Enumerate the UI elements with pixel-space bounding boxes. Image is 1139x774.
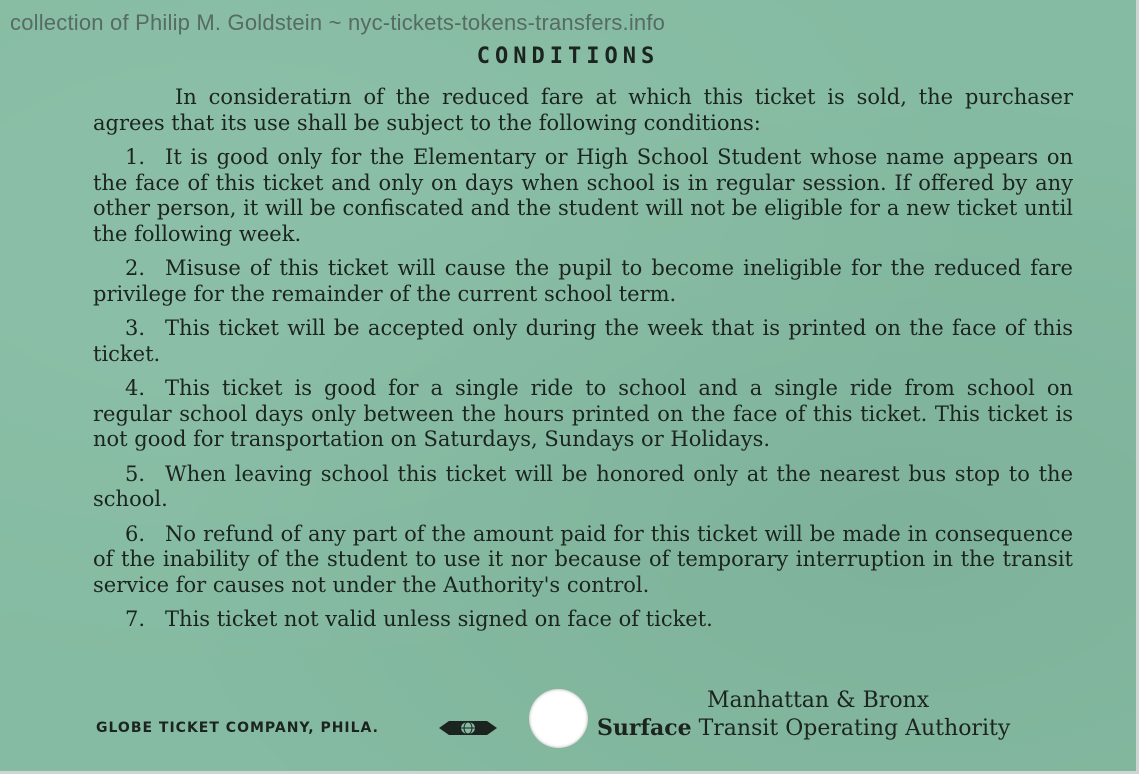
intro-paragraph: In consideratiᴊn of the reduced fare at which this ticket is sold, the purchaser agrees that its use shall be subject to the following conditions: [93, 85, 1073, 135]
condition-text: This ticket not valid unless signed on face of ticket. [165, 607, 713, 631]
condition-text: Misuse of this ticket will cause the pupil to become ineligible for the reduced fare privilege for the remainder of the current school term. [93, 256, 1073, 306]
condition-3 [93, 316, 1073, 367]
condition-4 [93, 376, 1073, 453]
condition-text: No refund of any part of the amount paid for this ticket will be made in consequence of the inability of the student to use it nor because of temporary interruption in the transit service for causes not under the Authority's control. [93, 521, 1073, 597]
condition-text: This ticket will be accepted only during the week that is printed on the face of this ticket. [93, 316, 1073, 366]
punch-hole [529, 689, 588, 748]
authority-line-1: Manhattan & Bronx [707, 688, 930, 713]
authority-surface-word: Surface [597, 715, 692, 741]
condition-number: 4. [125, 376, 146, 400]
condition-text: It is good only for the Elementary or High School Student whose name appears on the face of this ticket and only on days when school is in regular session. If offered by any other person, it will be confiscated and the student will not be eligible for a new ticket until the following week. [93, 145, 1073, 246]
condition-5 [93, 462, 1073, 513]
authority-name: Transit Operating Authority [698, 716, 1011, 741]
condition-text: This ticket is good for a single ride to school and a single ride from school on regular school days only between the hours printed on the face of this ticket. This ticket is not good for transportation on Saturdays, Sundays or Holidays. [93, 376, 1073, 451]
condition-1 [93, 145, 1073, 247]
condition-6 [93, 522, 1073, 599]
authority-line-2 [597, 715, 1010, 741]
ticket-footer [0, 688, 1136, 758]
condition-number: 3. [125, 316, 146, 340]
condition-number: 6. [125, 521, 146, 546]
condition-number: 7. [125, 607, 146, 631]
globe-logo-icon [437, 718, 499, 738]
condition-number: 2. [125, 256, 146, 280]
condition-7 [93, 607, 1073, 633]
condition-number: 5. [125, 461, 146, 486]
conditions-heading: CONDITIONS [476, 44, 660, 69]
printer-imprint: GLOBE TICKET COMPANY, PHILA. [96, 720, 379, 736]
condition-2 [93, 256, 1073, 307]
condition-number: 1. [125, 145, 146, 169]
condition-text: When leaving school this ticket will be honored only at the nearest bus stop to the school. [93, 461, 1073, 511]
collection-watermark: collection of Philip M. Goldstein ~ nyc-tickets-tokens-transfers.info [10, 10, 666, 35]
conditions-body [93, 85, 1073, 642]
